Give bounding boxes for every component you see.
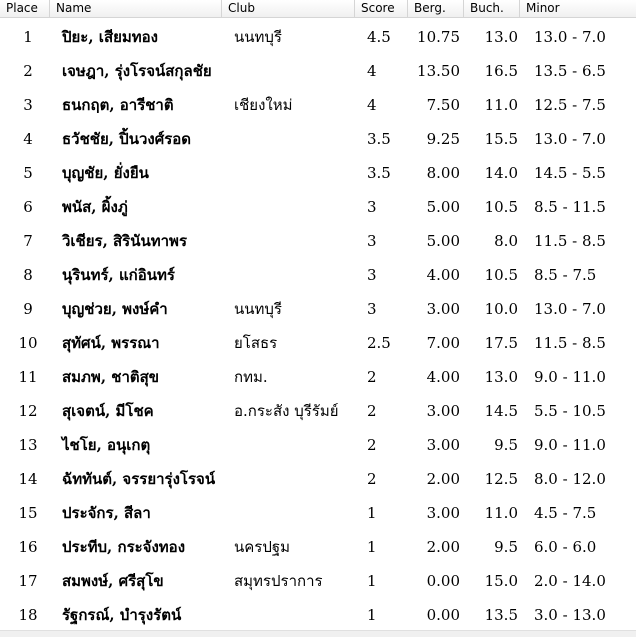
berg-cell: 4.00	[426, 368, 460, 386]
column-header-score[interactable]: Score	[355, 0, 408, 17]
minor-cell: 12.5 - 7.5	[534, 96, 606, 114]
column-header-minor[interactable]: Minor	[526, 1, 560, 15]
place-cell: 13	[18, 436, 38, 454]
buch-cell: 11.0	[484, 96, 518, 114]
berg-cell: 8.00	[426, 164, 460, 182]
place-cell: 11	[18, 368, 38, 386]
name-cell: สุทัศน์, พรรณา	[62, 334, 160, 352]
score-cell: 1	[367, 538, 377, 556]
club-cell: ยโสธร	[234, 334, 278, 352]
table-row[interactable]	[0, 52, 636, 86]
name-cell: รัฐกรณ์, บำรุงรัตน์	[62, 606, 182, 624]
place-cell: 6	[23, 198, 33, 216]
buch-cell: 16.5	[484, 62, 518, 80]
score-cell: 4.5	[367, 28, 391, 46]
buch-cell: 9.5	[494, 538, 518, 556]
place-cell: 8	[23, 266, 33, 284]
score-cell: 3	[367, 300, 377, 318]
minor-cell: 4.5 - 7.5	[534, 504, 597, 522]
minor-cell: 14.5 - 5.5	[534, 164, 606, 182]
name-cell: บุญชัย, ยั่งยืน	[62, 164, 149, 182]
table-row[interactable]	[0, 290, 636, 324]
name-cell: นุรินทร์, แก่อินทร์	[62, 266, 175, 284]
minor-cell: 13.0 - 7.0	[534, 28, 606, 46]
minor-cell: 13.0 - 7.0	[534, 130, 606, 148]
score-cell: 2.5	[367, 334, 391, 352]
buch-cell: 13.0	[484, 368, 518, 386]
table-row[interactable]	[0, 86, 636, 120]
table-row[interactable]	[0, 324, 636, 358]
name-cell: เจษฎา, รุ่งโรจน์สกุลชัย	[62, 62, 212, 80]
berg-cell: 5.00	[426, 198, 460, 216]
score-cell: 3	[367, 266, 377, 284]
place-cell: 7	[23, 232, 33, 250]
table-row[interactable]	[0, 392, 636, 426]
club-cell: เชียงใหม่	[234, 96, 293, 114]
name-cell: สมพงษ์, ศรีสุโข	[62, 572, 164, 590]
buch-cell: 10.0	[484, 300, 518, 318]
score-cell: 2	[367, 368, 377, 386]
name-cell: ฉัททันต์, จรรยารุ่งโรจน์	[62, 470, 216, 488]
score-cell: 4	[367, 96, 377, 114]
column-header-name[interactable]: Name	[50, 0, 222, 17]
score-cell: 3	[367, 198, 377, 216]
berg-cell: 2.00	[426, 470, 460, 488]
table-row[interactable]	[0, 222, 636, 256]
place-cell: 17	[18, 572, 38, 590]
column-header-place[interactable]: Place	[0, 0, 50, 17]
buch-cell: 9.5	[494, 436, 518, 454]
minor-cell: 13.0 - 7.0	[534, 300, 606, 318]
berg-cell: 3.00	[426, 402, 460, 420]
club-cell: อ.กระสัง บุรีรัมย์	[234, 402, 339, 420]
score-cell: 1	[367, 606, 377, 624]
place-cell: 12	[18, 402, 38, 420]
minor-cell: 6.0 - 6.0	[534, 538, 597, 556]
score-cell: 3	[367, 232, 377, 250]
place-cell: 18	[18, 606, 38, 624]
table-row[interactable]	[0, 154, 636, 188]
minor-cell: 13.5 - 6.5	[534, 62, 606, 80]
place-cell: 9	[23, 300, 33, 318]
column-header-club[interactable]: Club	[222, 0, 355, 17]
column-header-buch[interactable]: Buch.	[464, 0, 520, 17]
berg-cell: 10.75	[417, 28, 460, 46]
score-cell: 3.5	[367, 164, 391, 182]
place-cell: 10	[18, 334, 38, 352]
place-cell: 3	[23, 96, 33, 114]
table-row[interactable]	[0, 358, 636, 392]
place-cell: 15	[18, 504, 38, 522]
score-cell: 2	[367, 470, 377, 488]
name-cell: บุญช่วย, พงษ์คำ	[62, 300, 168, 318]
club-cell: กทม.	[234, 368, 268, 386]
name-cell: พนัส, ผิ้งภู่	[62, 198, 128, 216]
minor-cell: 11.5 - 8.5	[534, 334, 606, 352]
minor-cell: 8.0 - 12.0	[534, 470, 606, 488]
berg-cell: 3.00	[426, 300, 460, 318]
minor-cell: 2.0 - 14.0	[534, 572, 606, 590]
score-cell: 1	[367, 504, 377, 522]
buch-cell: 15.0	[484, 572, 518, 590]
berg-cell: 9.25	[426, 130, 460, 148]
name-cell: ธนกฤต, อารีชาติ	[62, 96, 174, 114]
table-row[interactable]	[0, 562, 636, 596]
buch-cell: 10.5	[484, 198, 518, 216]
berg-cell: 0.00	[426, 572, 460, 590]
minor-cell: 3.0 - 13.0	[534, 606, 606, 624]
minor-cell: 9.0 - 11.0	[534, 436, 606, 454]
buch-cell: 15.5	[484, 130, 518, 148]
score-cell: 2	[367, 402, 377, 420]
berg-cell: 4.00	[426, 266, 460, 284]
name-cell: ปิยะ, เสียมทอง	[62, 28, 158, 46]
place-cell: 14	[18, 470, 38, 488]
table-row[interactable]	[0, 426, 636, 460]
table-row[interactable]	[0, 120, 636, 154]
buch-cell: 13.5	[484, 606, 518, 624]
score-cell: 2	[367, 436, 377, 454]
place-cell: 4	[23, 130, 33, 148]
score-cell: 3.5	[367, 130, 391, 148]
berg-cell: 3.00	[426, 436, 460, 454]
buch-cell: 10.5	[484, 266, 518, 284]
berg-cell: 0.00	[426, 606, 460, 624]
score-cell: 1	[367, 572, 377, 590]
column-header-berg[interactable]: Berg.	[408, 0, 464, 17]
table-row[interactable]	[0, 188, 636, 222]
place-cell: 2	[23, 62, 33, 80]
buch-cell: 14.0	[484, 164, 518, 182]
table-row[interactable]	[0, 256, 636, 290]
score-cell: 4	[367, 62, 377, 80]
buch-cell: 11.0	[484, 504, 518, 522]
name-cell: ธวัชชัย, ปิ้นวงศ์รอด	[62, 130, 192, 148]
table-row[interactable]	[0, 460, 636, 494]
column-header-row	[0, 0, 636, 18]
berg-cell: 7.50	[426, 96, 460, 114]
buch-cell: 14.5	[484, 402, 518, 420]
berg-cell: 5.00	[426, 232, 460, 250]
place-cell: 16	[18, 538, 38, 556]
club-cell: นนทบุรี	[234, 28, 282, 46]
buch-cell: 12.5	[484, 470, 518, 488]
buch-cell: 13.0	[484, 28, 518, 46]
club-cell: นครปฐม	[234, 538, 291, 556]
berg-cell: 2.00	[426, 538, 460, 556]
name-cell: ไชโย, อนุเกตุ	[62, 436, 151, 454]
name-cell: ประทีบ, กระจังทอง	[62, 538, 186, 556]
table-row[interactable]	[0, 596, 636, 630]
name-cell: ประจักร, สีลา	[62, 504, 151, 522]
minor-cell: 9.0 - 11.0	[534, 368, 606, 386]
table-row[interactable]	[0, 18, 636, 52]
place-cell: 5	[23, 164, 33, 182]
minor-cell: 8.5 - 11.5	[534, 198, 606, 216]
name-cell: วิเชียร, สิรินันทาพร	[62, 232, 187, 250]
horizontal-scrollbar[interactable]	[0, 630, 636, 637]
berg-cell: 3.00	[426, 504, 460, 522]
minor-cell: 5.5 - 10.5	[534, 402, 606, 420]
berg-cell: 7.00	[426, 334, 460, 352]
buch-cell: 17.5	[484, 334, 518, 352]
minor-cell: 8.5 - 7.5	[534, 266, 597, 284]
name-cell: สุเจตน์, มีโชค	[62, 402, 154, 420]
club-cell: นนทบุรี	[234, 300, 282, 318]
minor-cell: 11.5 - 8.5	[534, 232, 606, 250]
table-row[interactable]	[0, 494, 636, 528]
place-cell: 1	[23, 28, 33, 46]
berg-cell: 13.50	[417, 62, 460, 80]
name-cell: สมภพ, ชาติสุข	[62, 368, 160, 386]
club-cell: สมุทรปราการ	[234, 572, 323, 590]
table-row[interactable]	[0, 528, 636, 562]
buch-cell: 8.0	[494, 232, 518, 250]
